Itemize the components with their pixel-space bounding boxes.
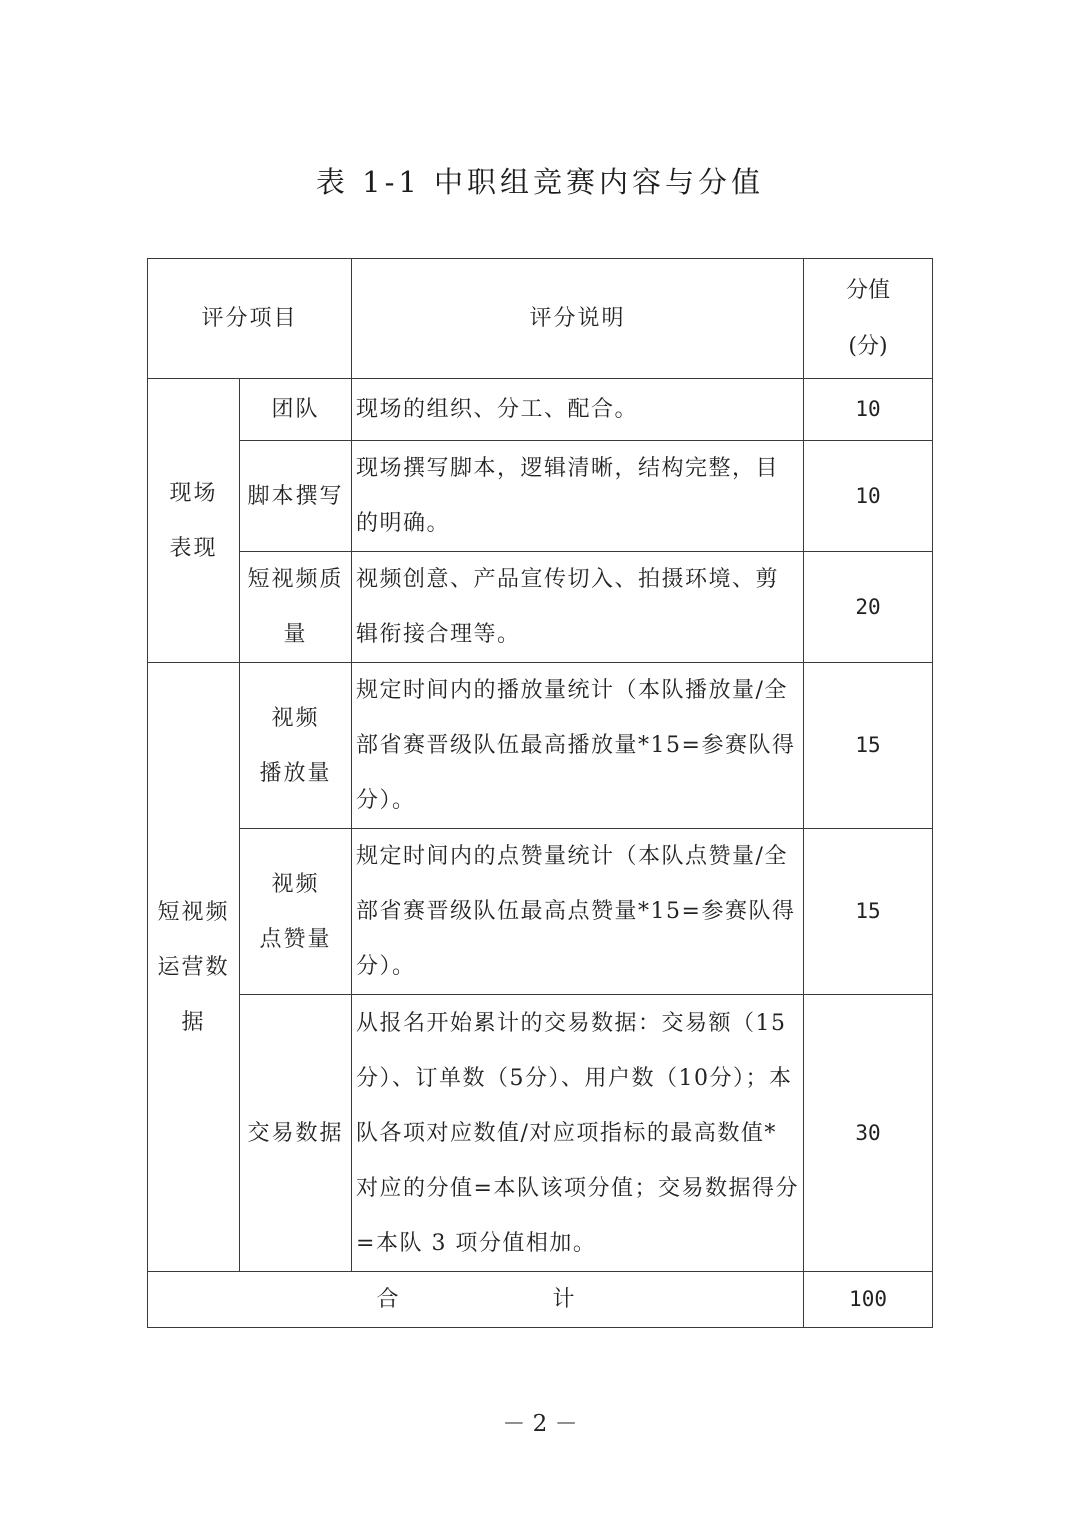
score-cell: 15 [804, 829, 933, 995]
score-cell: 30 [804, 995, 933, 1272]
table-title: 表 1-1 中职组竞赛内容与分值 [315, 165, 765, 199]
table-row [148, 552, 933, 663]
total-score: 100 [804, 1272, 933, 1328]
total-label-b: 计 [552, 1287, 575, 1312]
sub-item-cell: 短视频质量 [240, 552, 352, 663]
description-cell: 从报名开始累计的交易数据：交易额（15分）、订单数（5分）、用户数（10分）；本队各项对应数值/对应项指标的最高数值*对应的分值=本队该项分值；交易数据得分=本队 3 项分值相加。 [352, 995, 804, 1272]
table-row [148, 995, 933, 1272]
description-cell: 规定时间内的点赞量统计（本队点赞量/全部省赛晋级队伍最高点赞量*15=参赛队得分）。 [352, 829, 804, 995]
sub-item-cell: 视频 点赞量 [240, 829, 352, 995]
score-cell: 10 [804, 441, 933, 552]
total-label [148, 1272, 804, 1328]
header-score [804, 259, 933, 379]
total-row [148, 1272, 933, 1328]
total-label-a: 合 [376, 1287, 399, 1312]
table-row [148, 829, 933, 995]
header-score-line2: (分) [848, 333, 888, 359]
category-cell: 现场 表现 [148, 379, 240, 663]
page-number: － 2 － [502, 1411, 578, 1437]
description-cell: 规定时间内的播放量统计（本队播放量/全部省赛晋级队伍最高播放量*15=参赛队得分）。 [352, 663, 804, 829]
header-item: 评分项目 [148, 259, 352, 379]
score-cell: 20 [804, 552, 933, 663]
table-row [148, 441, 933, 552]
sub-item-cell: 交易数据 [240, 995, 352, 1272]
score-cell: 10 [804, 379, 933, 441]
header-desc: 评分说明 [352, 259, 804, 379]
score-table [147, 258, 933, 1328]
table-row [148, 379, 933, 441]
description-cell: 现场的组织、分工、配合。 [352, 379, 804, 441]
score-cell: 15 [804, 663, 933, 829]
sub-item-cell: 脚本撰写 [240, 441, 352, 552]
header-score-line1: 分值 [846, 277, 891, 303]
description-cell: 视频创意、产品宣传切入、拍摄环境、剪辑衔接合理等。 [352, 552, 804, 663]
table-row [148, 663, 933, 829]
category-cell: 短视频 运营数 据 [148, 663, 240, 1272]
sub-item-cell: 视频 播放量 [240, 663, 352, 829]
description-cell: 现场撰写脚本，逻辑清晰，结构完整，目的明确。 [352, 441, 804, 552]
header-row [148, 259, 933, 379]
sub-item-cell: 团队 [240, 379, 352, 441]
